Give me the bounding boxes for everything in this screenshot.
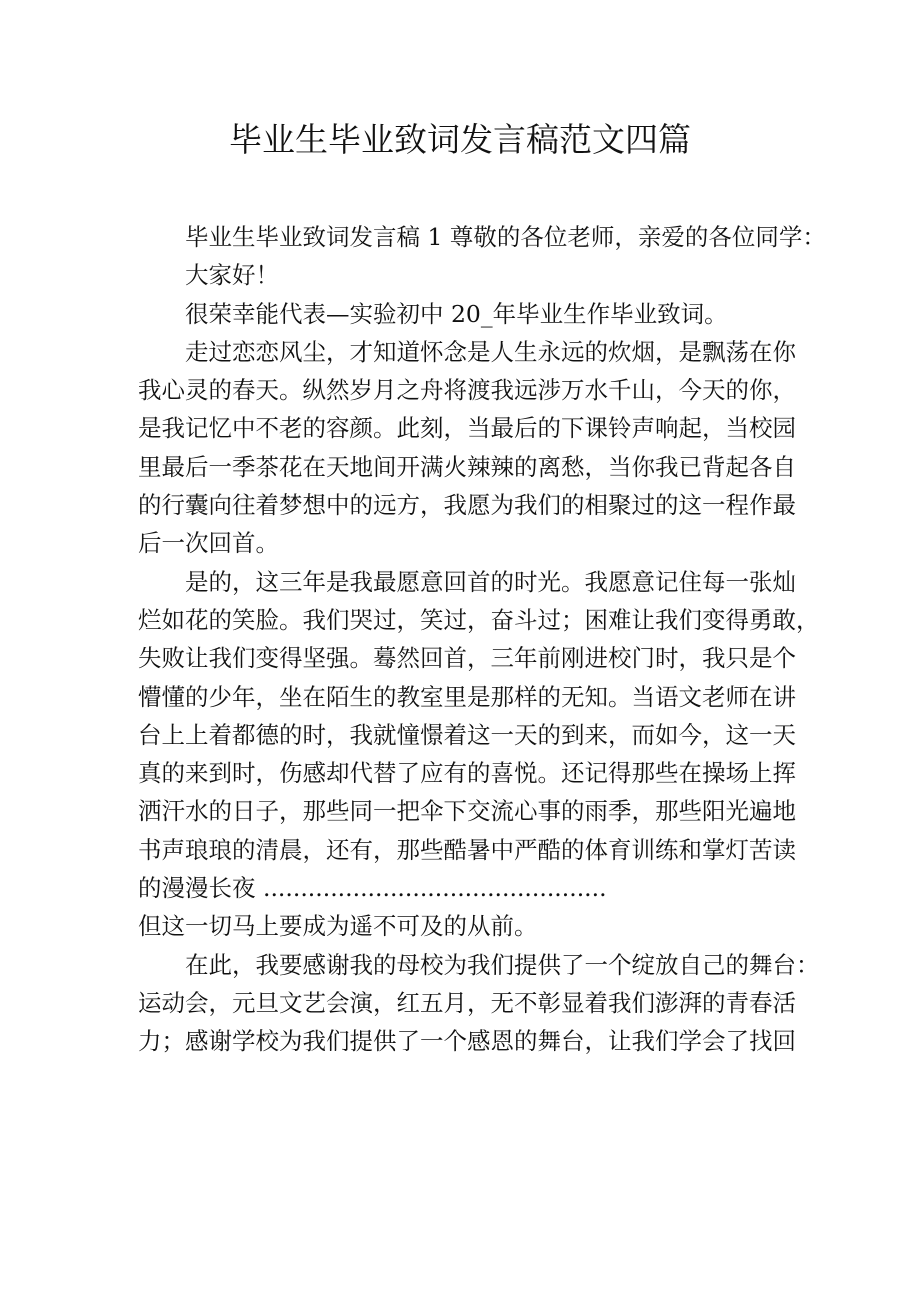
text-line: 运动会，元旦文艺会演，红五月，无不彰显着我们澎湃的青春活 [138, 988, 796, 1017]
document-title: 毕业生毕业致词发言稿范文四篇 [229, 120, 691, 159]
text-line: 懵懂的少年，坐在陌生的教室里是那样的无知。当语文老师在讲 [138, 682, 796, 711]
text-line: 毕业生毕业致词发言稿 1 尊敬的各位老师，亲爱的各位同学： [185, 223, 826, 251]
text-line: 是我记忆中不老的容颜。此刻，当最后的下课铃声响起，当校园 [138, 414, 796, 443]
text-line: 台上上着都德的时，我就憧憬着这一天的到来，而如今，这一天 [138, 720, 796, 749]
text-line: 失败让我们变得坚强。蓦然回首，三年前刚进校门时，我只是个 [138, 644, 796, 673]
document-body [138, 218, 826, 1061]
text-line: 里最后一季茶花在天地间开满火辣辣的离愁，当你我已背起各自 [138, 452, 796, 481]
text-line: 大家好！ [185, 261, 279, 290]
text-line: 在此，我要感谢我的母校为我们提供了一个绽放自己的舞台： [185, 950, 820, 979]
text-line: 走过恋恋风尘，才知道怀念是人生永远的炊烟，是飘荡在你 [185, 337, 796, 366]
text-line: 很荣幸能代表—实验初中 20_年毕业生作毕业致词。 [185, 299, 728, 328]
text-line: 我心灵的春天。纵然岁月之舟将渡我远涉万水千山，今天的你， [138, 376, 796, 405]
text-line: 书声琅琅的清晨，还有，那些酷暑中严酷的体育训练和掌灯苦读 [138, 835, 796, 864]
text-line: 力；感谢学校为我们提供了一个感恩的舞台，让我们学会了找回 [138, 1027, 796, 1056]
text-line: 但这一切马上要成为遥不可及的从前。 [138, 912, 538, 941]
text-line: 烂如花的笑脸。我们哭过，笑过，奋斗过；困难让我们变得勇敢， [138, 605, 820, 634]
text-line: 的行囊向往着梦想中的远方，我愿为我们的相聚过的这一程作最 [138, 491, 796, 520]
text-line: 后一次回首。 [138, 529, 279, 558]
text-line: 是的，这三年是我最愿意回首的时光。我愿意记住每一张灿 [185, 567, 796, 596]
text-line: 真的来到时，伤感却代替了应有的喜悦。还记得那些在操场上挥 [138, 759, 796, 788]
text-line: 洒汗水的日子，那些同一把伞下交流心事的雨季，那些阳光遍地 [138, 797, 796, 826]
text-line: 的漫漫长夜 .............................................. [138, 874, 607, 903]
